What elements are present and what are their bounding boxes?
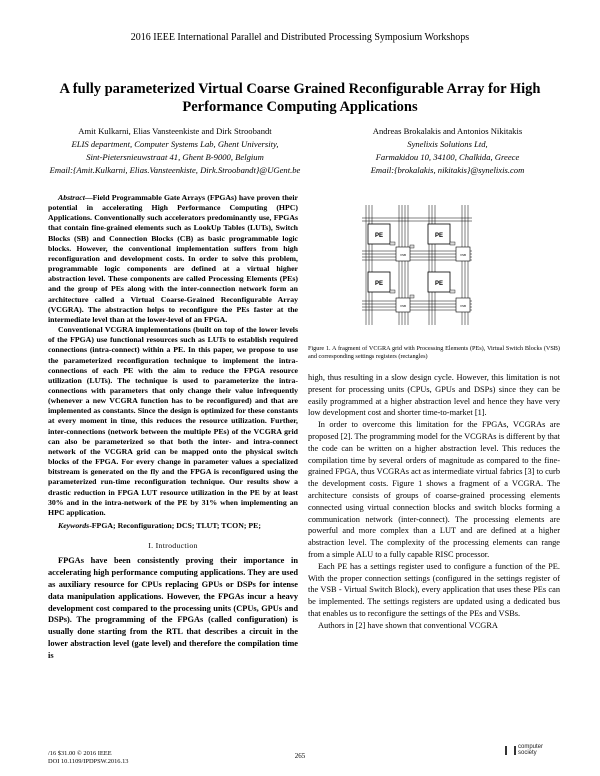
page-number: 265 bbox=[294, 752, 306, 760]
processing-element bbox=[428, 224, 450, 244]
abstract-paragraph-1: Abstract—Field Programmable Gate Arrays (FPGAs) have proven their potential in accelerating High Performance Computing (HPC) Applications. Conventionally such accelerators predominantly use, FPGAs that contain fine-grained elements such as LookUp Tables (LUTs), Switch Blocks (SB) and Connection Blocks (CB) as basic programmable logic blocks. However, the conventional implementation suffers from high reconfiguration and development costs. In order to solve this problem, programmable logic components are defined at a virtual higher abstraction level. These components are called Processing Elements (PEs) and the group of PEs along with the inter-connection network form an architecture called a Virtual Coarse-Grained Reconfigurable Array (VCGRA). The abstraction helps to reconfigure the PEs faster at the intermediate level than at the lower-level of an FPGA. bbox=[48, 193, 298, 324]
pe-label: PE bbox=[374, 281, 384, 287]
author-affiliation: Synelixis Solutions Ltd, bbox=[407, 139, 488, 149]
intro-paragraph-1: FPGAs have been consistently proving their importance in accelerating high performance computing applications. They are used as auxiliary resource for CPUs replacing GPUs or DSPs for intense data manipulation applications. However, the FPGAs incur a heavy development cost compared to the processing units (CPUs, GPUs and DSPs). The programming of the FPGAs (called configuration) is usually done starting from the RTL that describes a circuit in the lower abstraction level (gate level) and therefore the compilation time is bbox=[48, 556, 298, 660]
computer-society-logo: computer society bbox=[505, 744, 543, 756]
virtual-switch-block bbox=[456, 298, 470, 312]
figure-1-vcgra-grid bbox=[362, 205, 472, 325]
right-column bbox=[308, 372, 560, 632]
left-column bbox=[48, 193, 298, 661]
vsb-label: VSB bbox=[399, 304, 407, 308]
pe-label: PE bbox=[434, 233, 444, 239]
author-email: Email:{brokalakis, nikitakis}@synelixis.com bbox=[370, 165, 525, 175]
author-names: Andreas Brokalakis and Antonios Nikitakis bbox=[372, 126, 523, 136]
author-address: Sint-Pietersnieuwstraat 41, Ghent B-9000, Belgium bbox=[86, 152, 264, 162]
vsb-label: VSB bbox=[459, 253, 467, 257]
abstract-paragraph-2: Conventional VCGRA implementations (built on top of the lower levels of the FPGA) use functional resources such as LUTs to establish required connections (intra-connect) within a PE. In this paper, we propose to use the parameterized reconfiguration technique to implement the intra-connections of each PE with the aim to reduce the FPGA resource utilization (LUTs). The technique is used to parameterize the intra-connections with parameters that only change their value infrequently (whenever a new VCGRA function has to be reconfigured) and that are implemented as constants. Since the design is optimized for these constants at every moment in time, this reduces the resource utilization. Further, inter-connections (network between the multiple PEs) of the VCGRA grid can also be parameterized so that both the inter- and intra-connect network of the VCGRA grid can be mapped onto the physical switch blocks of the FPGA. For every change in parameter values a specialized bitstream is generated on the fly and the FPGA is reconfigured using the parameterized run-time reconfiguration technique. Our results show a drastic reduction in FPGA LUT resource utilization in the PE by at least 30% and in the intra-network of the PE by 31% when implementing an HPC application. bbox=[48, 325, 298, 517]
keywords: Keywords-FPGA; Reconfiguration; DCS; TLUT; TCON; PE; bbox=[58, 521, 261, 530]
processing-element bbox=[368, 224, 390, 244]
virtual-switch-block bbox=[456, 247, 470, 261]
pe-label: PE bbox=[374, 233, 384, 239]
virtual-switch-block bbox=[396, 298, 410, 312]
authors-right bbox=[335, 125, 560, 177]
conference-header: 2016 IEEE International Parallel and Distributed Processing Symposium Workshops bbox=[130, 32, 470, 43]
logo-mark-icon bbox=[505, 746, 516, 755]
doi-line: DOI 10.1109/IPDPSW.2016.13 bbox=[48, 758, 129, 765]
section-heading-introduction: I. Introduction bbox=[148, 541, 198, 551]
processing-element bbox=[368, 272, 390, 292]
author-names: Amit Kulkarni, Elias Vansteenkiste and Dirk Stroobandt bbox=[78, 126, 272, 136]
right-paragraph-2: In order to overcome this limitation for the FPGAs, VCGRAs are proposed [2]. The programming model for the VCGRAs is different by that the code can be written on a higher abstraction level. This reduces the compilation time by several orders of magnitude as compared to the fine-grained FPGA, thus VCGRAs act as intermediate virtual fabrics [3] to curb the development costs. Figure 1 shows a fragment of a VCGRA. The architecture consists of groups of coarse-grained processing elements connected using virtual connection blocks and switch blocks forming a communication network (inter-connect). The processing elements are powerful and more complex than a LUT and are defined at a higher abstraction level. The complexity of the processing elements can range from a simple ALU to a fully capable RISC processor. bbox=[308, 420, 560, 559]
virtual-switch-block bbox=[396, 247, 410, 261]
author-address: Farmakidou 10, 34100, Chalkida, Greece bbox=[375, 152, 520, 162]
author-email: Email:{Amit.Kulkarni, Elias.Vansteenkiste, Dirk.Stroobandt}@UGent.be bbox=[49, 165, 301, 175]
vsb-label: VSB bbox=[399, 253, 407, 257]
right-paragraph-4: Authors in [2] have shown that conventional VCGRA bbox=[318, 620, 498, 630]
processing-element bbox=[428, 272, 450, 292]
vsb-label: VSB bbox=[459, 304, 467, 308]
right-paragraph-3: Each PE has a settings register used to configure a function of the PE. With the proper connection settings (configured in the settings register of the VSB - Virtual Switch Block), every application that uses these PEs can be implemented. The settings registers are updated using a dedicated bus that enables us to reconfigure the settings of the PEs and VSBs. bbox=[308, 561, 560, 618]
abstract-lead: Abstract bbox=[58, 193, 85, 202]
pe-label: PE bbox=[434, 281, 444, 287]
authors-left bbox=[40, 125, 310, 177]
paper-title: A fully parameterized Virtual Coarse Grained Reconfigurable Array for High Performance Computing Applications bbox=[59, 81, 541, 115]
author-affiliation: ELIS department, Computer Systems Lab, Ghent University, bbox=[71, 139, 279, 149]
copyright-line: /16 $31.00 © 2016 IEEE bbox=[48, 750, 112, 757]
right-paragraph-1: high, thus resulting in a slow design cycle. However, this limitation is not present for processing units (CPUs, GPUs and DSPs) since they can be easily programmed at a higher abstraction level and hence they have very low development cost and shorter time-to-market [1]. bbox=[308, 373, 560, 418]
figure-1-caption: Figure 1. A fragment of VCGRA grid with Processing Elements (PEs), Virtual Switch Blocks (VSB) and corresponding settings registers (rectangles) bbox=[308, 345, 560, 360]
